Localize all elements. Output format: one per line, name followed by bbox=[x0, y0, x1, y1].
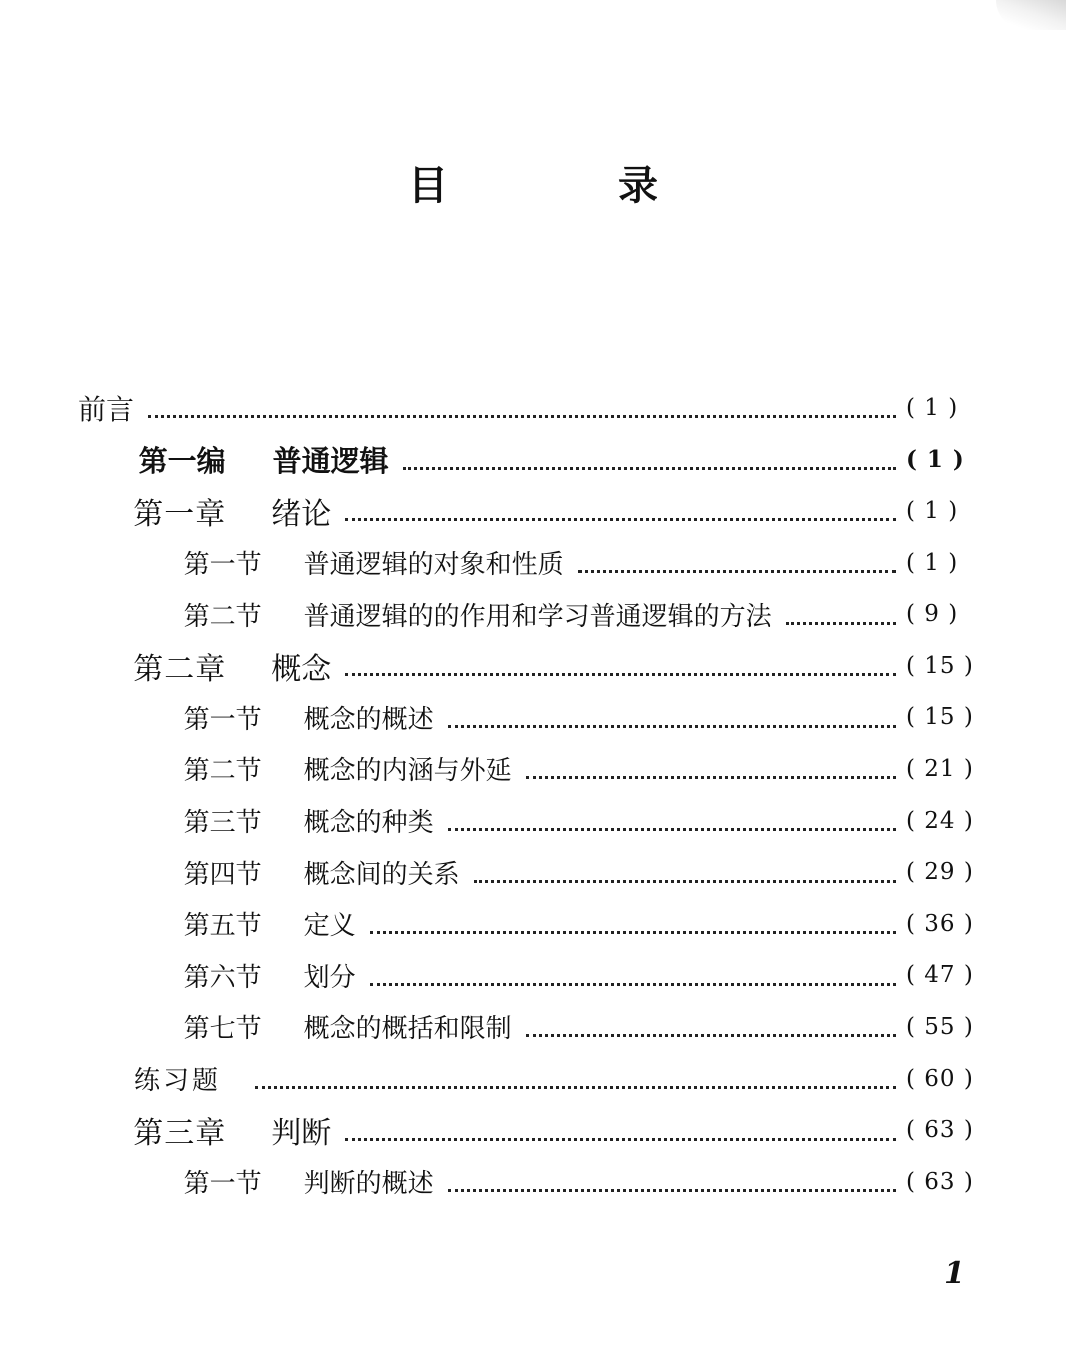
toc-page-ref: ( 15 ) bbox=[906, 704, 974, 731]
toc-page-ref: ( 24 ) bbox=[906, 807, 974, 834]
toc-page-ref: ( 1 ) bbox=[906, 445, 965, 473]
page-title: 目 录 bbox=[408, 163, 736, 209]
section-title: 概念间的关系 bbox=[303, 859, 460, 890]
page-number: 1 bbox=[944, 1256, 965, 1291]
dot-leader bbox=[474, 868, 896, 883]
section-title: 划分 bbox=[303, 962, 356, 993]
toc-entry-section[interactable] bbox=[0, 1001, 1066, 1053]
part-number: 第一编 bbox=[138, 443, 226, 478]
section-title: 判断的概述 bbox=[303, 1169, 434, 1200]
toc-page-ref: ( 47 ) bbox=[906, 962, 974, 989]
chapter-number: 第二章 bbox=[133, 651, 227, 687]
section-number: 第五节 bbox=[183, 911, 262, 942]
dot-leader bbox=[255, 1074, 896, 1089]
toc-page-ref: ( 1 ) bbox=[906, 497, 959, 524]
toc-entry-label: 前言 bbox=[78, 392, 135, 426]
dot-leader bbox=[370, 919, 896, 934]
toc-entry-section[interactable] bbox=[0, 1156, 1066, 1208]
dot-leader bbox=[448, 816, 896, 831]
part-title: 普通逻辑 bbox=[272, 443, 389, 478]
chapter-number: 第三章 bbox=[133, 1116, 227, 1152]
section-title: 普通逻辑的的作用和学习普通逻辑的方法 bbox=[303, 601, 772, 632]
section-number: 第一节 bbox=[183, 1169, 262, 1200]
dot-leader bbox=[448, 1177, 896, 1192]
toc-page-ref: ( 29 ) bbox=[906, 859, 974, 886]
toc-page-ref: ( 1 ) bbox=[906, 549, 959, 576]
toc-page-ref: ( 60 ) bbox=[906, 1065, 974, 1092]
section-title: 定义 bbox=[303, 911, 356, 942]
dot-leader bbox=[786, 610, 896, 625]
section-number: 第二节 bbox=[183, 601, 262, 632]
section-number: 第三节 bbox=[183, 808, 262, 839]
section-number: 第一节 bbox=[183, 550, 262, 581]
table-of-contents bbox=[0, 382, 1066, 1208]
page-corner-shadow bbox=[996, 0, 1066, 30]
chapter-title: 概念 bbox=[271, 651, 332, 687]
toc-page-ref: ( 1 ) bbox=[906, 394, 959, 421]
dot-leader bbox=[526, 764, 896, 779]
chapter-title: 绪论 bbox=[271, 496, 332, 532]
section-title: 概念的内涵与外延 bbox=[303, 756, 512, 787]
toc-page-ref: ( 21 ) bbox=[906, 755, 974, 782]
toc-page-ref: ( 63 ) bbox=[906, 1168, 974, 1195]
toc-entry-label: 练习题 bbox=[134, 1066, 222, 1097]
section-title: 概念的概述 bbox=[303, 704, 434, 735]
section-title: 概念的种类 bbox=[303, 808, 434, 839]
toc-page-ref: ( 15 ) bbox=[906, 652, 974, 679]
section-number: 第二节 bbox=[183, 756, 262, 787]
section-number: 第一节 bbox=[183, 704, 262, 735]
toc-page-ref: ( 9 ) bbox=[906, 601, 959, 628]
section-number: 第六节 bbox=[183, 962, 262, 993]
toc-page-ref: ( 63 ) bbox=[906, 1117, 974, 1144]
section-title: 概念的概括和限制 bbox=[303, 1014, 512, 1045]
dot-leader bbox=[526, 1022, 896, 1037]
toc-page-ref: ( 36 ) bbox=[906, 910, 974, 937]
chapter-title: 判断 bbox=[271, 1116, 332, 1152]
section-number: 第四节 bbox=[183, 859, 262, 890]
dot-leader bbox=[403, 455, 896, 470]
chapter-number: 第一章 bbox=[133, 496, 227, 532]
toc-page-ref: ( 55 ) bbox=[906, 1013, 974, 1040]
dot-leader bbox=[448, 713, 896, 728]
section-title: 普通逻辑的对象和性质 bbox=[303, 550, 564, 581]
section-number: 第七节 bbox=[183, 1014, 262, 1045]
